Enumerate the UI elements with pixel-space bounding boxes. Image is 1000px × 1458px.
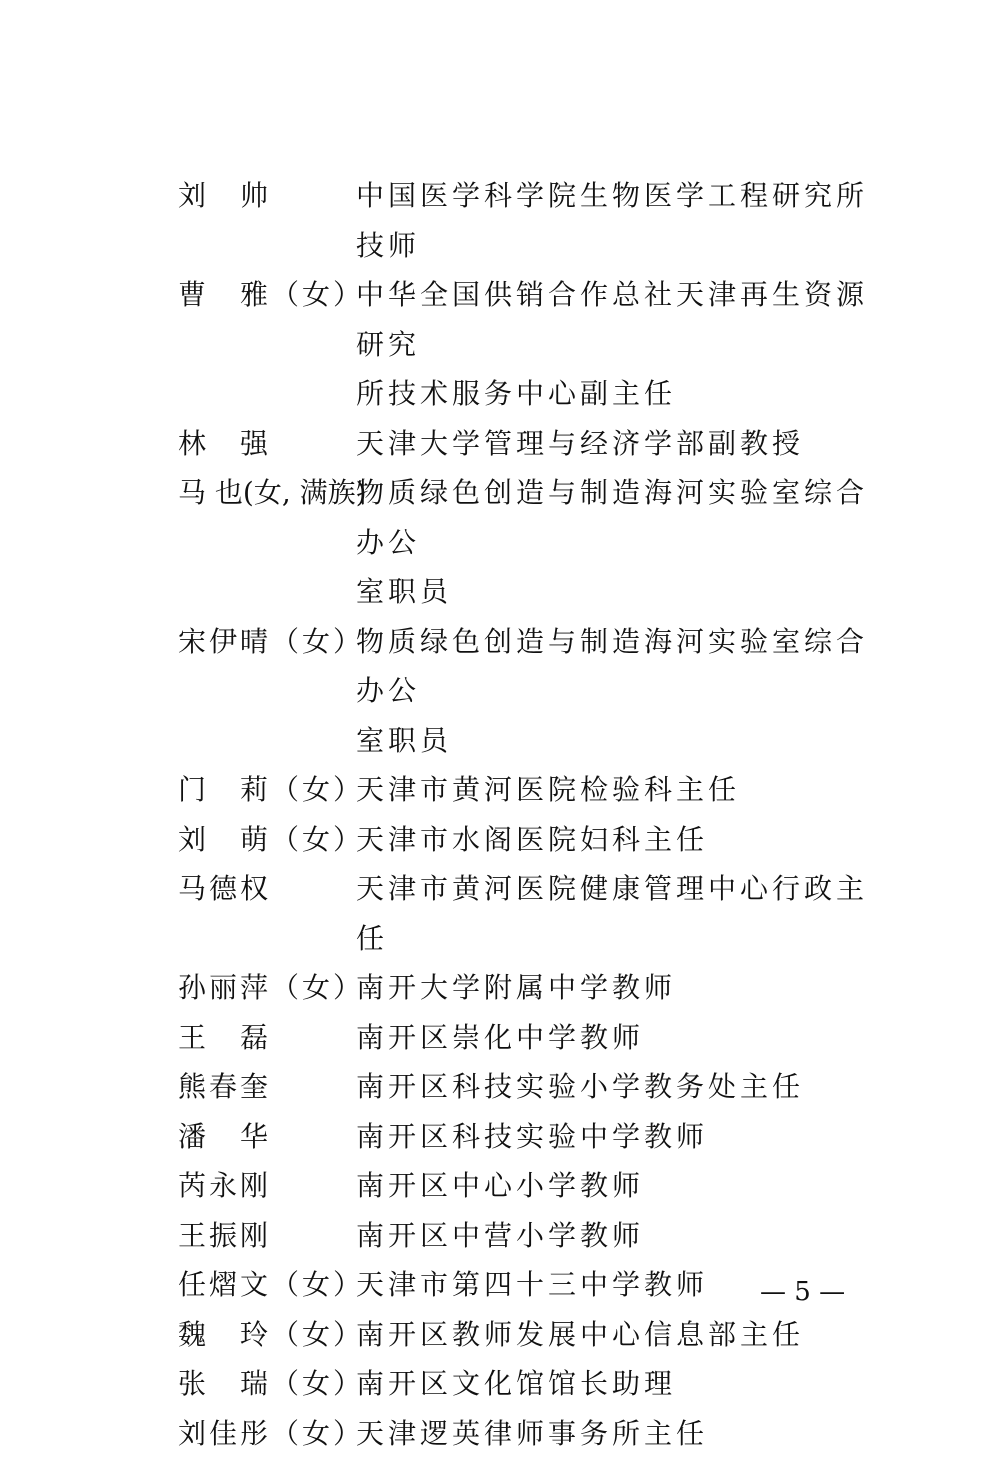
person-name: 林 强	[178, 419, 356, 469]
list-item	[178, 270, 878, 419]
person-name: 马德权	[178, 864, 356, 914]
person-title: 天津市水阁医院妇科主任	[356, 815, 878, 865]
person-title: 南开区中营小学教师	[356, 1211, 878, 1261]
person-name: 马 也(女, 满族)	[178, 468, 356, 518]
list-item	[178, 864, 878, 963]
person-title: 中华全国供销合作总社天津再生资源研究 所技术服务中心副主任	[356, 270, 878, 419]
person-title: 天津大学管理与经济学部副教授	[356, 419, 878, 469]
person-name: 曹 雅（女）	[178, 270, 356, 320]
person-title: 天津市第四十三中学教师	[356, 1260, 878, 1310]
list-item	[178, 617, 878, 766]
person-title: 南开区文化馆馆长助理	[356, 1359, 878, 1409]
list-item	[178, 1161, 878, 1211]
person-name: 孙丽萍（女）	[178, 963, 356, 1013]
member-list	[178, 171, 878, 1458]
list-item	[178, 1310, 878, 1360]
person-title: 南开区崇化中学教师	[356, 1013, 878, 1063]
person-name: 刘 萌（女）	[178, 815, 356, 865]
person-title: 南开区科技实验中学教师	[356, 1112, 878, 1162]
person-title: 物质绿色创造与制造海河实验室综合办公 室职员	[356, 617, 878, 766]
person-name: 门 莉（女）	[178, 765, 356, 815]
list-item	[178, 1062, 878, 1112]
person-name: 宋伊晴（女）	[178, 617, 356, 667]
list-item	[178, 171, 878, 270]
list-item	[178, 765, 878, 815]
person-name: 王 磊	[178, 1013, 356, 1063]
list-item	[178, 1409, 878, 1458]
person-title: 天津逻英律师事务所主任	[356, 1409, 878, 1458]
person-name: 刘 帅	[178, 171, 356, 221]
list-item	[178, 1112, 878, 1162]
list-item	[178, 815, 878, 865]
person-name: 刘佳彤（女）	[178, 1409, 356, 1458]
person-title: 南开大学附属中学教师	[356, 963, 878, 1013]
person-title: 南开区科技实验小学教务处主任	[356, 1062, 878, 1112]
list-item	[178, 1359, 878, 1409]
person-name: 张 瑞（女）	[178, 1359, 356, 1409]
person-name: 芮永刚	[178, 1161, 356, 1211]
person-name: 任熠文（女）	[178, 1260, 356, 1310]
list-item	[178, 468, 878, 617]
person-title: 物质绿色创造与制造海河实验室综合办公 室职员	[356, 468, 878, 617]
person-title: 天津市黄河医院健康管理中心行政主任	[356, 864, 878, 963]
person-title: 天津市黄河医院检验科主任	[356, 765, 878, 815]
list-item	[178, 419, 878, 469]
person-name: 熊春奎	[178, 1062, 356, 1112]
list-item	[178, 1211, 878, 1261]
list-item	[178, 1013, 878, 1063]
page-number: — 5 —	[760, 1274, 850, 1310]
person-name: 王振刚	[178, 1211, 356, 1261]
person-title: 中国医学科学院生物医学工程研究所技师	[356, 171, 878, 270]
person-name: 潘 华	[178, 1112, 356, 1162]
person-name: 魏 玲（女）	[178, 1310, 356, 1360]
person-title: 南开区中心小学教师	[356, 1161, 878, 1211]
list-item	[178, 963, 878, 1013]
person-title: 南开区教师发展中心信息部主任	[356, 1310, 878, 1360]
